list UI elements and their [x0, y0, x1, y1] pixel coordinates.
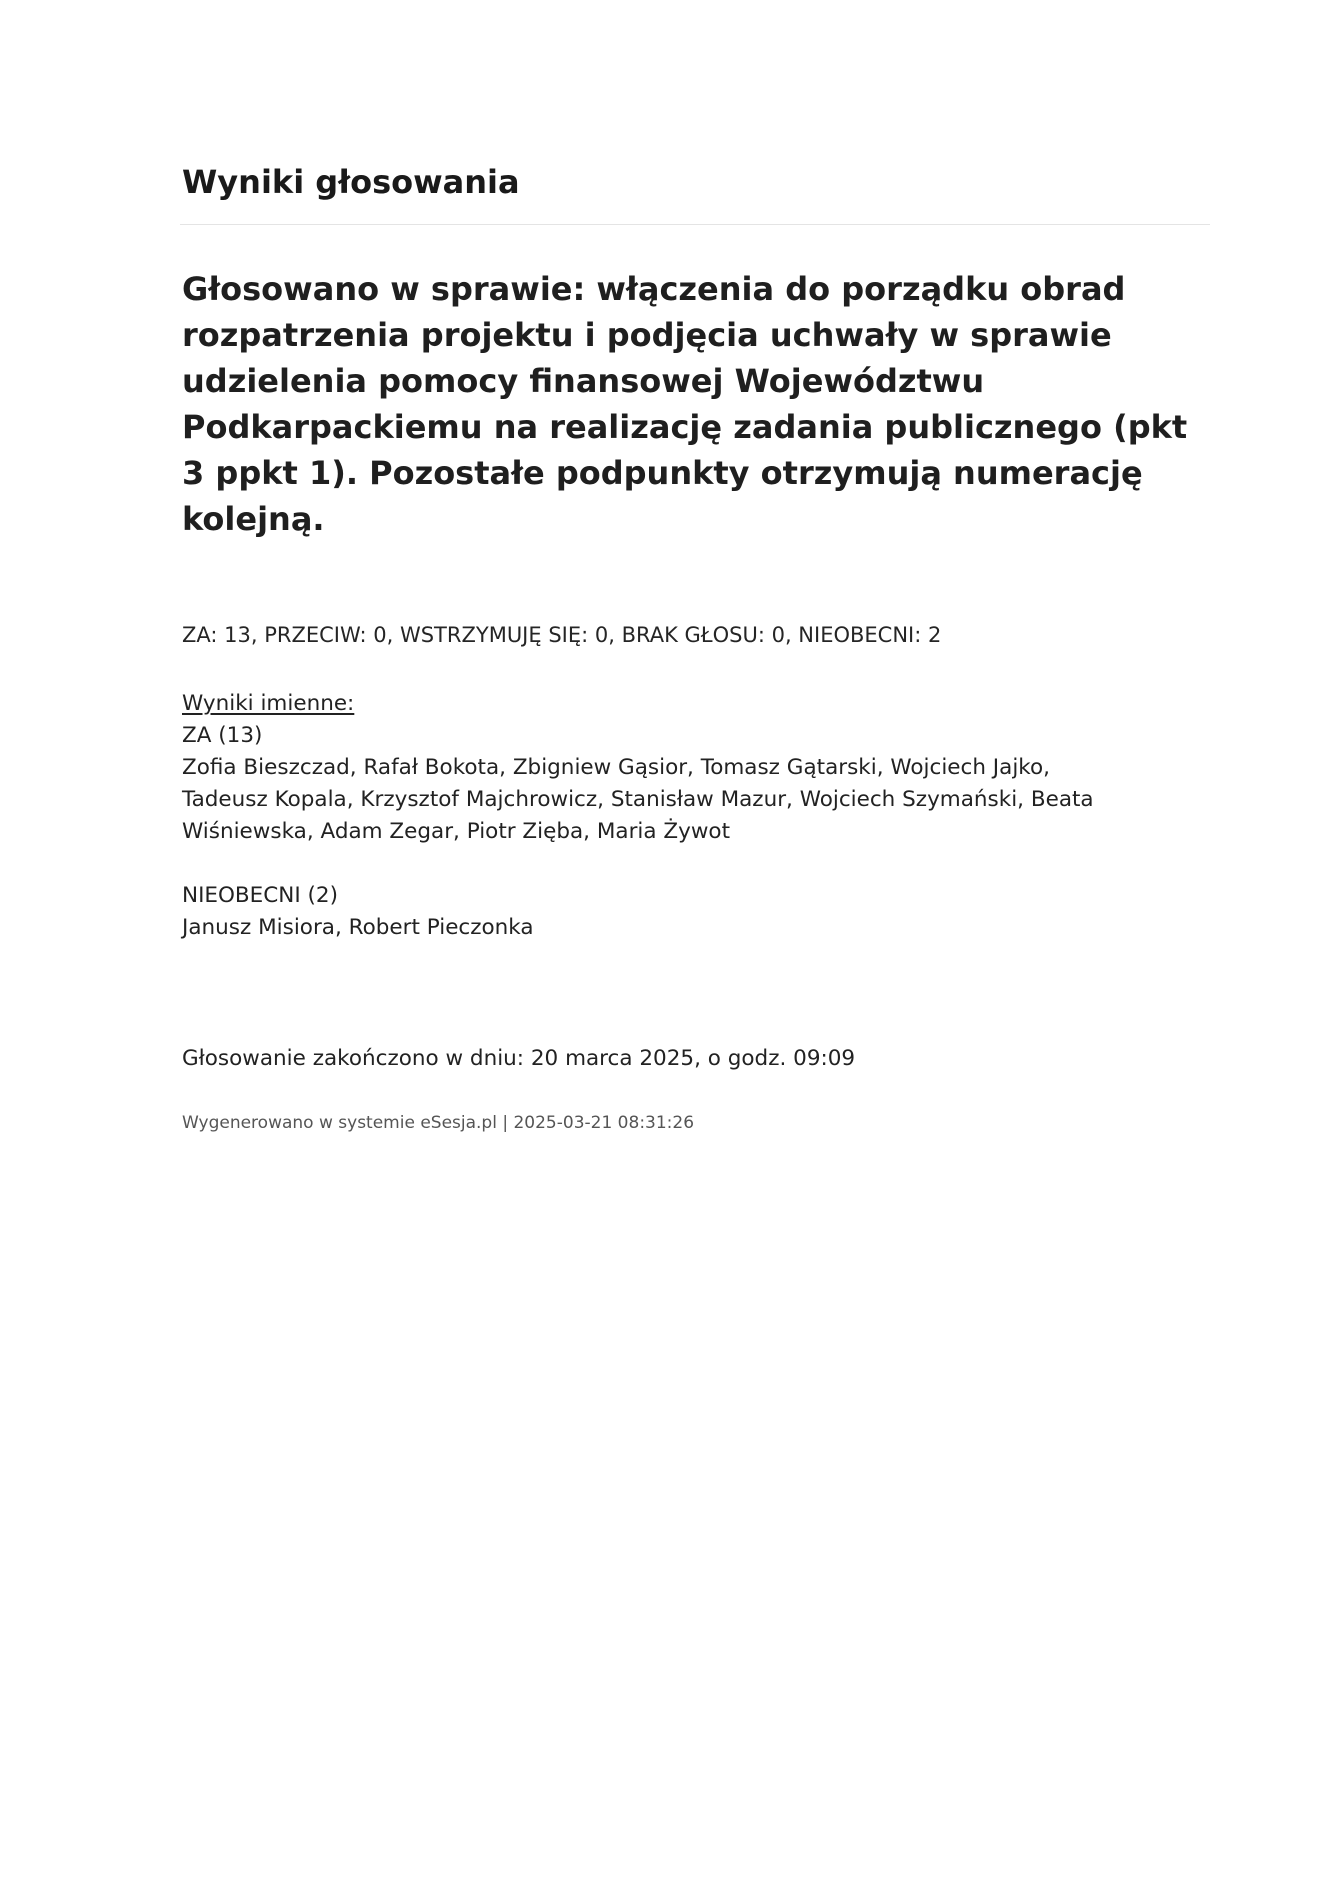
vote-ended-info: Głosowanie zakończono w dniu: 20 marca 2025, o godz. 09:09 — [182, 1046, 856, 1071]
group-spacer — [182, 848, 1212, 880]
group-label-absent: NIEOBECNI (2) — [182, 883, 338, 908]
title-divider — [180, 224, 1210, 225]
vote-summary: ZA: 13, PRZECIW: 0, WSTRZYMUJĘ SIĘ: 0, BRAK GŁOSU: 0, NIEOBECNI: 2 — [182, 623, 942, 647]
group-names-for: Zofia Bieszczad, Rafał Bokota, Zbigniew Gąsior, Tomasz Gątarski, Wojciech Jajko, Tadeusz Kopala, Krzysztof Majchrowicz, Stanisław Mazur, Wojciech Szymański, Beata Wiśniewska, Adam Zegar, Piotr Zięba, Maria Żywot — [182, 755, 1094, 844]
generated-footer: Wygenerowano w systemie eSesja.pl | 2025-03-21 08:31:26 — [182, 1113, 695, 1133]
document-title: Wyniki głosowania — [182, 163, 520, 201]
group-names-absent: Janusz Misiora, Robert Pieczonka — [182, 915, 534, 940]
group-label-for: ZA (13) — [182, 723, 263, 748]
vote-subject: Głosowano w sprawie: włączenia do porządku obrad rozpatrzenia projektu i podjęcia uchwały w sprawie udzielenia pomocy finansowej Województwu Podkarpackiemu na realizację zadania publicznego (pkt 3 ppkt 1). Pozostałe podpunkty otrzymują numerację kolejną. — [182, 270, 1188, 538]
named-results — [182, 688, 1212, 944]
named-results-heading: Wyniki imienne: — [182, 691, 355, 716]
document-page — [182, 150, 1212, 1133]
